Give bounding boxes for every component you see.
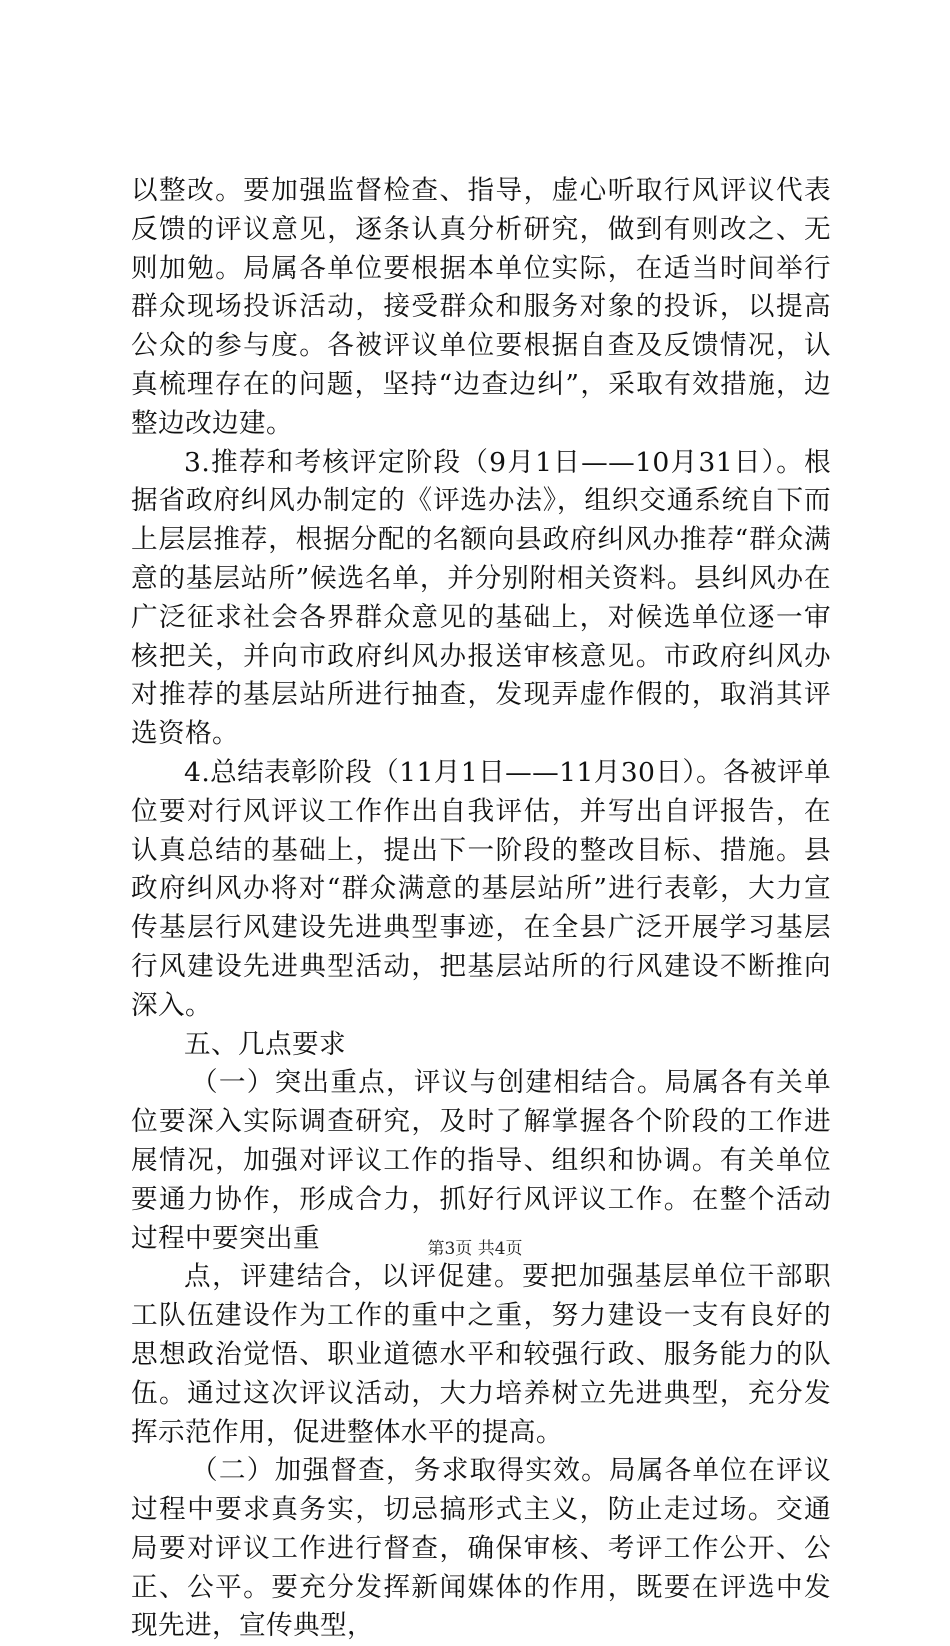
paragraph-summary-stage: 4.总结表彰阶段（11月1日——11月30日）。各被评单位要对行风评议工作作出自我评估，并写出自评报告，在认真总结的基础上，提出下一阶段的整改目标、措施。县政府纠风办将对“群众满意的基层站所”进行表彰，大力宣传基层行风建设先进典型事迹，在全县广泛开展学习基层行风建设先进典型活动，把基层站所的行风建设不断推向深入。 <box>131 756 831 1021</box>
paragraph-rectification: 以整改。要加强监督检查、指导，虚心听取行风评议代表反馈的评议意见，逐条认真分析研究，做到有则改之、无则加勉。局属各单位要根据本单位实际，在适当时间举行群众现场投诉活动，接受群众和服务对象的投诉，以提高公众的参与度。各被评议单位要根据自查及反馈情况，认真梳理存在的问题，坚持“边查边纠”，采取有效措施，边整边改边建。 <box>131 175 831 439</box>
paragraph-recommendation-stage: 3.推荐和考核评定阶段（9月1日——10月31日）。根据省政府纠风办制定的《评选办法》，组织交通系统自下而上层层推荐，根据分配的名额向县政府纠风办推荐“群众满意的基层站所”候选名单，并分别附相关资料。县纠风办在广泛征求社会各界群众意见的基础上，对候选单位逐一审核把关，并向市政府纠风办报送审核意见。市政府纠风办对推荐的基层站所进行抽查，发现弄虚作假的，取消其评选资格。 <box>131 446 831 750</box>
section-heading-requirements: 五、几点要求 <box>184 1028 346 1060</box>
paragraph-requirement-two: （二）加强督查，务求取得实效。局属各单位在评议过程中要求真务实，切忌搞形式主义，防止走过场。交通局要对评议工作进行督查，确保审核、考评工作公开、公正、公平。要充分发挥新闻媒体的作用，既要在评选中发现先进，宣传典型， <box>131 1455 831 1642</box>
paragraph-requirement-one-continued: 点，评建结合，以评促建。要把加强基层单位干部职工队伍建设作为工作的重中之重，努力建设一支有良好的思想政治觉悟、职业道德水平和较强行政、服务能力的队伍。通过这次评议活动，大力培养树立先进典型，充分发挥示范作用，促进整体水平的提高。 <box>131 1261 831 1448</box>
page-number-footer: 第3页 共4页 <box>427 1239 523 1259</box>
paragraph-requirement-one: （一）突出重点，评议与创建相结合。局属各有关单位要深入实际调查研究，及时了解掌握各个阶段的工作进展情况，加强对评议工作的指导、组织和协调。有关单位要通力协作，形成合力，抓好行风评议工作。在整个活动过程中要突出重 <box>131 1067 831 1254</box>
document-body <box>131 172 831 1646</box>
